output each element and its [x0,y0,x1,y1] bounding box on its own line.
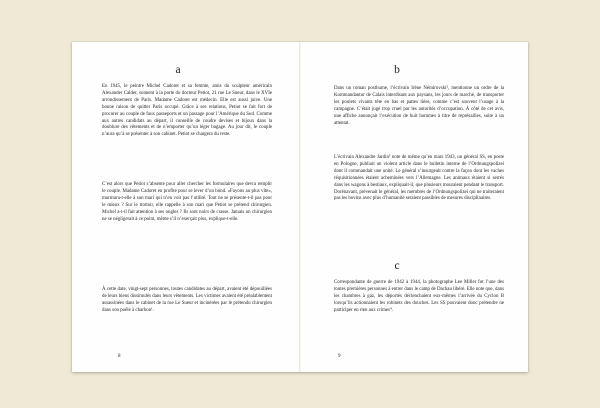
paragraph-text: L’écrivain Alexandre Jardin³ note de même qu’en mars 1943, un général SS, en poste en Pologne, publiait un violent article dans le bulletin interne de l’Ordnungspolizei dont il commandait une unité. Le général s’insurgeait contre la façon dont les vaches réquisitionnées étaient acheminées vers l’Allemagne. Les animaux étaient si serrés dans les wagons à bestiaux, expliquait-il, que plusieurs mouraient pendant le transport. Dorénavant, prévenait le général, les membres de l’Ordnungspolizei qui ne traiteraient pas les bovins avec plus d’humanité seraient passibles de mesures disciplinaires. [334,155,504,202]
paragraph [334,86,504,127]
paragraph-text: Dans un roman posthume, l’écrivain Irène Némirovski², mentionne un ordre de la Kommandantur de Calais interdisant aux paysans, les jours de marché, de transporter les poulets vivants tête en bas et pattes liées, comme c’est souvent l’usage à la campagne. C’était jugé trop cruel par les autorités d’occupation. À côté de cet avis, une affiche annonçait l’exécution de huit hommes à titre de représailles, suite à un attentat. [334,86,504,126]
section-letter-c: c [394,260,400,272]
paragraph [102,84,272,139]
page-number: 9 [338,354,341,359]
paragraph [102,287,272,315]
paragraph-text: En 1945, le peintre Michel Cadoret et sa femme, amis du sculpteur américain Alexander Calder, sonnent à la porte du docteur Petiot, 21 rue Le Sueur, dans le XVIe arrondissement de Paris. Madame Cadoret est médecin. Elle est aussi juive. Une bonne raison de quitter Paris occupé. Grâce à ses relations, Petiot se fait fort de procurer au couple de faux passeports et un passage pour l’Amérique du Sud. Comme aux autres candidats au départ, il conseille de coudre devises et bijoux dans la doublure des vêtements et de n’emporter qu’un léger bagage. Au jour dit, le couple n’aura qu’à se présenter à son cabinet. Petiot se chargera du reste. [102,84,272,138]
paragraph [334,155,504,203]
left-page [72,42,300,372]
right-page [300,42,528,372]
paragraph-text: Correspondante de guerre de 1942 à 1944, la photographe Lee Miller fut l’une des toutes premières personnes à entrer dans le camp de Dachau libéré. Elle note que, dans les chambres à gaz, les déportés déclenchaient eux-mêmes l’arrivée du Cyclon B lorsqu’ils actionnaient les robinets des douches. Les SS pouvaient donc prétendre ne participer en rien aux crimes⁴. [334,280,504,313]
page-number: 8 [118,354,121,359]
paragraph [334,280,504,315]
book-spread [72,42,528,372]
paragraph [102,182,272,223]
paragraph-text: C’est alors que Petiot s’absente pour aller chercher les formulaires que devra remplir le couple. Madame Cadoret en profite pour se lever d’un bond. «Fayons au plus vite», murmura-t-elle à son mari qui n’en voit pas l’utilité. Tout ne se présente-t-il pas pour le mieux ? Sur le trottoir, elle rappelle à son mari que Petiot se prétend chirurgien. Michel a-t-il fait attention à ses ongles ? Ils sont noirs de crasse. Jamais un chirurgien ne se négligerait à ce point, même s’il n’exerçait plus, explique-t-elle. [102,182,272,222]
section-letter-a: a [175,64,181,76]
section-letter-b: b [394,64,400,76]
paragraph-text: À cette date, vingt-sept personnes, toutes candidates au départ, avaient été dépouillées de leurs biens dissimulés dans leurs vêtements. Les victimes avaient été préalablement assassinées dans le cabinet de la rue Le Sueur et incinérées par le prétendu chirurgien dans son poêle à charbon¹. [102,287,272,313]
